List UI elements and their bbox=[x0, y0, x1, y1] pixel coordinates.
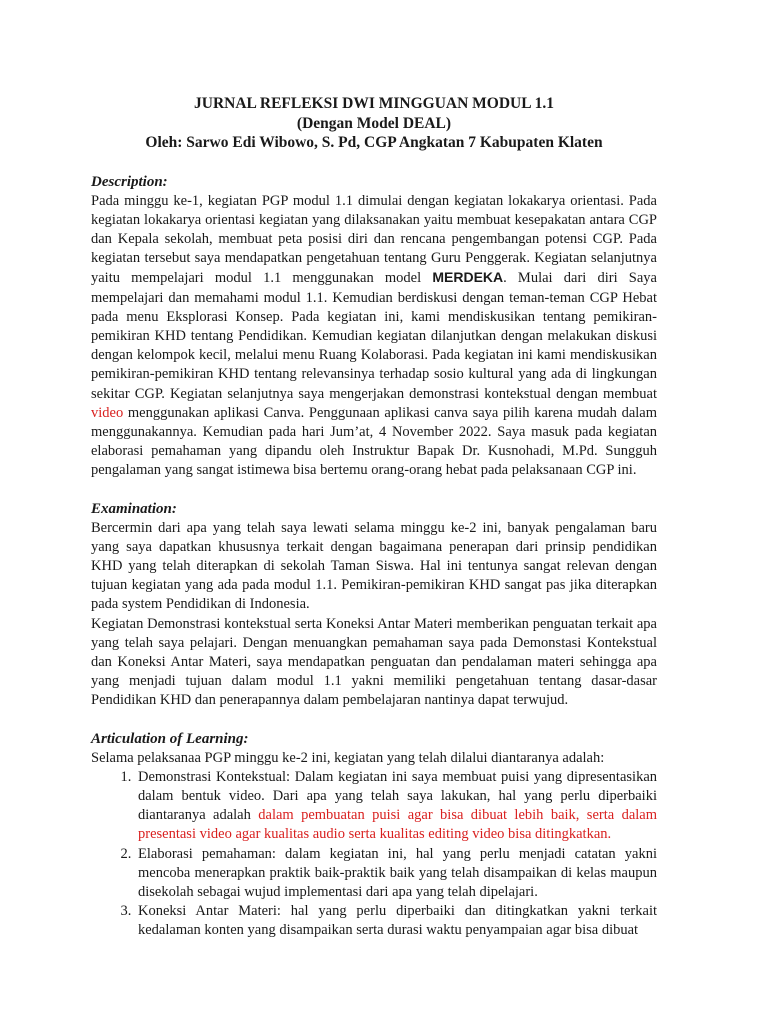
merdeka-term: MERDEKA bbox=[432, 269, 504, 286]
articulation-intro: Selama pelaksanaa PGP minggu ke-2 ini, kegiatan yang telah dilalui diantaranya adalah: bbox=[91, 749, 605, 766]
video-highlight: video bbox=[91, 404, 124, 421]
description-heading: Description: bbox=[91, 173, 168, 190]
examination-paragraph-1: Bercermin dari apa yang telah saya lewati selama minggu ke-2 ini, banyak pengalaman baru yang saya dapatkan khususnya terkait dengan bagaimana penerapan dari prinsip pendidikan KHD yang telah diterapkan di sekolah Taman Siswa. Hal ini tentunya sangat relevan dengan tujuan kegiatan yang ada pada modul 1.1. Pemikiran-pemikiran KHD sangat pas jika diterapkan pada system Pendidikan di Indonesia. bbox=[91, 519, 657, 613]
description-text-b: . Mulai dari diri Saya mempelajari dan memahami modul 1.1. Kemudian berdiskusi dengan teman-teman CGP Hebat pada menu Eksplorasi Konsep. Pada kegiatan ini, kami mendiskusikan tentang pemikiran-pemikiran KHD tentang Pendidikan. Kemudian kegiatan dilanjutkan dengan melakukan diskusi dengan kelompok kecil, melalui menu Ruang Kolaborasi. Pada kegiatan ini kami mendiskusikan pemikiran-pemikiran KHD tentang relevansinya terhadap sosio kultural yang ada di lingkungan sekitar CGP. Kegiatan selanjutnya saya mengerjakan demonstrasi kontekstual dengan membuat bbox=[91, 270, 657, 402]
description-text-c: menggunakan aplikasi Canva. Penggunaan aplikasi canva saya pilih karena mudah dalam menggunakannya. Kemudian pada hari Jum’at, 4 November 2022. Saya masuk pada kegiatan elaborasi pemahaman yang dipandu oleh Instruktur Bapak Dr. Kusnohadi, M.Pd. Sungguh pengalaman yang sangat istimewa bisa bertemu orang-orang hebat pada pelaksanaan CGP ini. bbox=[91, 404, 657, 479]
list-item bbox=[135, 768, 657, 845]
description-paragraph bbox=[91, 192, 657, 481]
item1-highlight: dalam pembuatan puisi agar bisa dibuat lebih baik, serta dalam presentasi video agar kualitas audio serta kualitas editing video bisa ditingkatkan. bbox=[138, 807, 657, 843]
list-item: 2. Elaborasi pemahaman: dalam kegiatan ini, hal yang perlu menjadi catatan yakni mencoba menerapkan praktik baik-praktik baik yang telah disampaikan di kelas maupun disekolah sebagai wujud implementasi dari apa yang telah dipelajari. bbox=[135, 845, 657, 903]
list-item: 3. Koneksi Antar Materi: hal yang perlu diperbaiki dan ditingkatkan yakni terkait kedalaman konten yang disampaikan serta durasi waktu penyampaian agar bisa dibuat bbox=[135, 902, 657, 940]
articulation-list bbox=[91, 768, 657, 941]
journal-author: Oleh: Sarwo Edi Wibowo, S. Pd, CGP Angkatan 7 Kabupaten Klaten bbox=[145, 134, 603, 151]
journal-subtitle: (Dengan Model DEAL) bbox=[296, 114, 452, 132]
document-header bbox=[91, 94, 657, 153]
description-text-a: Pada minggu ke-1, kegiatan PGP modul 1.1 dimulai dengan kegiatan lokakarya orientasi. Pada kegiatan lokakarya orientasi kegiatan yang dilaksanakan yaitu membuat kesepakatan antara CGP dan Kepala sekolah, membuat peta posisi diri dan rencana pengembangan potensi CGP. Pada kegiatan tersebut saya mendapatkan pengetahuan tentang Guru Penggerak. Kegiatan selanjutnya yaitu mempelajari modul 1.1 menggunakan model bbox=[91, 192, 657, 287]
examination-paragraph-2: Kegiatan Demonstrasi kontekstual serta Koneksi Antar Materi memberikan penguatan terkait apa yang telah saya pelajari. Dengan menuangkan pemahaman saya pada Demonstasi Kontekstual dan Koneksi Antar Materi, saya mendapatkan penguatan dan pendalaman materi sehingga apa yang menjadi tujuan dalam modul 1.1 yakni memiliki pengetahuan tentang dasar-dasar Pendidikan KHD dan penerapannya dalam pembelajaran nantinya dapat terwujud. bbox=[91, 615, 657, 709]
journal-title: JURNAL REFLEKSI DWI MINGGUAN MODUL 1.1 bbox=[194, 95, 554, 112]
item1-text: Demonstrasi Kontekstual: Dalam kegiatan ini saya membuat puisi yang dipresentasikan dalam bentuk video. Dari apa yang telah saya lakukan, hal yang perlu diperbaiki diantaranya adalah bbox=[138, 768, 657, 824]
examination-section bbox=[91, 500, 657, 711]
examination-heading: Examination: bbox=[91, 500, 177, 517]
articulation-heading: Articulation of Learning: bbox=[91, 730, 249, 747]
description-section bbox=[91, 173, 657, 481]
articulation-section bbox=[91, 730, 657, 941]
